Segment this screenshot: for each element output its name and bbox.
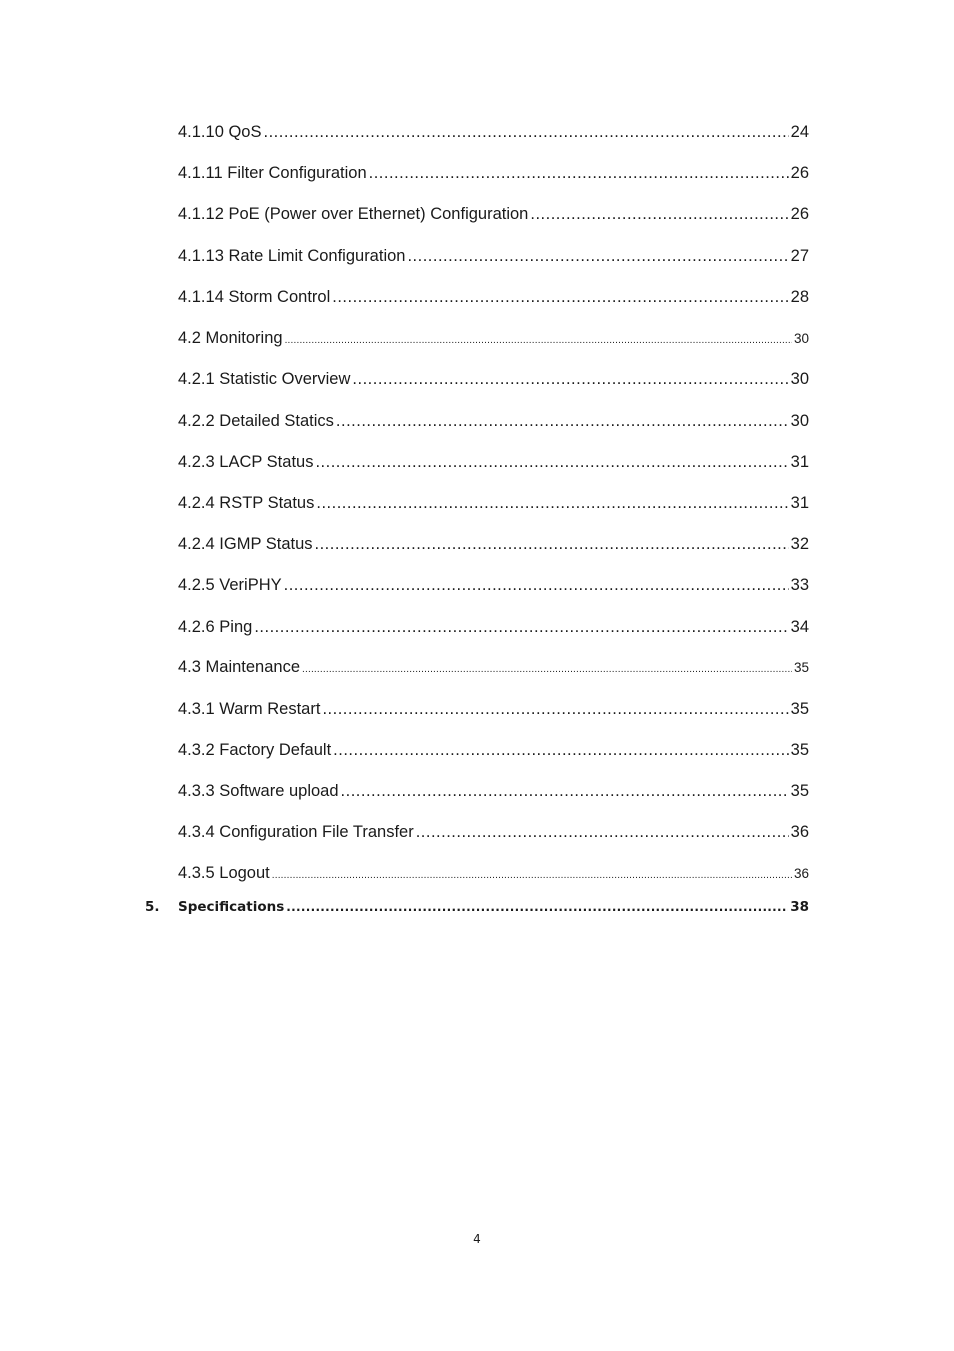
toc-entry-page: 35 bbox=[790, 741, 809, 759]
dot-leader bbox=[407, 245, 788, 267]
toc-entry-filter-configuration[interactable] bbox=[178, 162, 809, 184]
toc-chapter-page: 38 bbox=[790, 899, 809, 915]
dot-leader bbox=[316, 492, 788, 514]
toc-entry-label: 4.1.13 Rate Limit Configuration bbox=[178, 247, 406, 265]
toc-entry-maintenance[interactable] bbox=[178, 656, 809, 678]
dot-leader bbox=[352, 368, 788, 390]
toc-entry-label: 4.1.10 QoS bbox=[178, 123, 262, 141]
dot-leader bbox=[341, 780, 789, 802]
toc-entry-page: 30 bbox=[790, 412, 809, 430]
dot-leader bbox=[322, 698, 788, 720]
toc-entry-warm-restart[interactable] bbox=[178, 698, 809, 720]
toc-entry-label: 4.3.3 Software upload bbox=[178, 782, 339, 800]
toc-entry-factory-default[interactable] bbox=[178, 739, 809, 761]
dot-leader bbox=[369, 162, 789, 184]
toc-entry-page: 31 bbox=[790, 494, 809, 512]
toc-entry-statistic-overview[interactable] bbox=[178, 368, 809, 390]
toc-entry-page: 35 bbox=[790, 782, 809, 800]
toc-entry-rate-limit-configuration[interactable] bbox=[178, 245, 809, 267]
toc-entry-page: 32 bbox=[790, 535, 809, 553]
toc-entry-lacp-status[interactable] bbox=[178, 451, 809, 473]
toc-entry-label: 4.3.4 Configuration File Transfer bbox=[178, 823, 414, 841]
toc-entry-igmp-status[interactable] bbox=[178, 533, 809, 555]
dot-leader bbox=[416, 821, 789, 843]
toc-entry-label: 4.1.11 Filter Configuration bbox=[178, 164, 367, 182]
dot-leader bbox=[315, 533, 789, 555]
dot-leader bbox=[333, 739, 788, 761]
toc-entry-page: 31 bbox=[790, 453, 809, 471]
dot-leader bbox=[254, 616, 788, 638]
toc-entry-ping[interactable] bbox=[178, 616, 809, 638]
toc-entry-page: 36 bbox=[793, 866, 809, 881]
toc-entry-page: 26 bbox=[790, 164, 809, 182]
toc-entry-page: 26 bbox=[790, 205, 809, 223]
toc-entry-label: 4.1.14 Storm Control bbox=[178, 288, 331, 306]
dot-leader bbox=[263, 121, 788, 143]
toc-entry-label: 4.1.12 PoE (Power over Ethernet) Configuration bbox=[178, 205, 529, 223]
toc-entry-page: 36 bbox=[790, 823, 809, 841]
dot-leader bbox=[285, 330, 792, 352]
dot-leader bbox=[286, 896, 788, 918]
toc-entry-veriphy[interactable] bbox=[178, 574, 809, 596]
toc-entry-page: 34 bbox=[790, 618, 809, 636]
toc-entry-label: 4.2.6 Ping bbox=[178, 618, 253, 636]
dot-leader bbox=[336, 410, 789, 432]
page-number: 4 bbox=[473, 1232, 481, 1246]
toc-entry-page: 27 bbox=[790, 247, 809, 265]
dot-leader bbox=[302, 659, 792, 681]
toc-entry-page: 28 bbox=[790, 288, 809, 306]
dot-leader bbox=[332, 286, 788, 308]
toc-entry-qos[interactable] bbox=[178, 121, 809, 143]
toc-entry-label: 4.3 Maintenance bbox=[178, 658, 301, 676]
dot-leader bbox=[315, 451, 788, 473]
toc-entry-label: 4.2.4 IGMP Status bbox=[178, 535, 313, 553]
toc-entry-monitoring[interactable] bbox=[178, 327, 809, 349]
toc-entry-label: 4.2 Monitoring bbox=[178, 329, 283, 347]
toc-entry-page: 35 bbox=[793, 660, 809, 675]
toc-chapter-label: Specifications bbox=[178, 899, 285, 915]
toc-entry-label: 4.2.1 Statistic Overview bbox=[178, 370, 351, 388]
toc-entry-label: 4.3.5 Logout bbox=[178, 864, 270, 882]
dot-leader bbox=[284, 574, 789, 596]
toc-entry-label: 4.3.2 Factory Default bbox=[178, 741, 332, 759]
toc-entry-configuration-file-transfer[interactable] bbox=[178, 821, 809, 843]
toc-entry-rstp-status[interactable] bbox=[178, 492, 809, 514]
toc-entry-page: 33 bbox=[790, 576, 809, 594]
toc-entry-label: 4.2.2 Detailed Statics bbox=[178, 412, 334, 430]
toc-entry-label: 4.2.4 RSTP Status bbox=[178, 494, 315, 512]
toc-entry-label: 4.2.5 VeriPHY bbox=[178, 576, 282, 594]
toc-entry-page: 35 bbox=[790, 700, 809, 718]
toc-entry-detailed-statics[interactable] bbox=[178, 410, 809, 432]
toc-entry-label: 4.2.3 LACP Status bbox=[178, 453, 314, 471]
toc-entry-page: 30 bbox=[793, 331, 809, 346]
toc-entry-page: 30 bbox=[790, 370, 809, 388]
toc-entry-label: 4.3.1 Warm Restart bbox=[178, 700, 321, 718]
toc-chapter-specifications[interactable] bbox=[145, 896, 809, 918]
toc-entry-logout[interactable] bbox=[178, 862, 809, 884]
toc-entry-storm-control[interactable] bbox=[178, 286, 809, 308]
toc-entry-poe-configuration[interactable] bbox=[178, 203, 809, 225]
toc-entry-page: 24 bbox=[790, 123, 809, 141]
toc-chapter-number: 5. bbox=[145, 899, 160, 915]
dot-leader bbox=[272, 865, 792, 887]
dot-leader bbox=[530, 203, 788, 225]
toc-entry-software-upload[interactable] bbox=[178, 780, 809, 802]
